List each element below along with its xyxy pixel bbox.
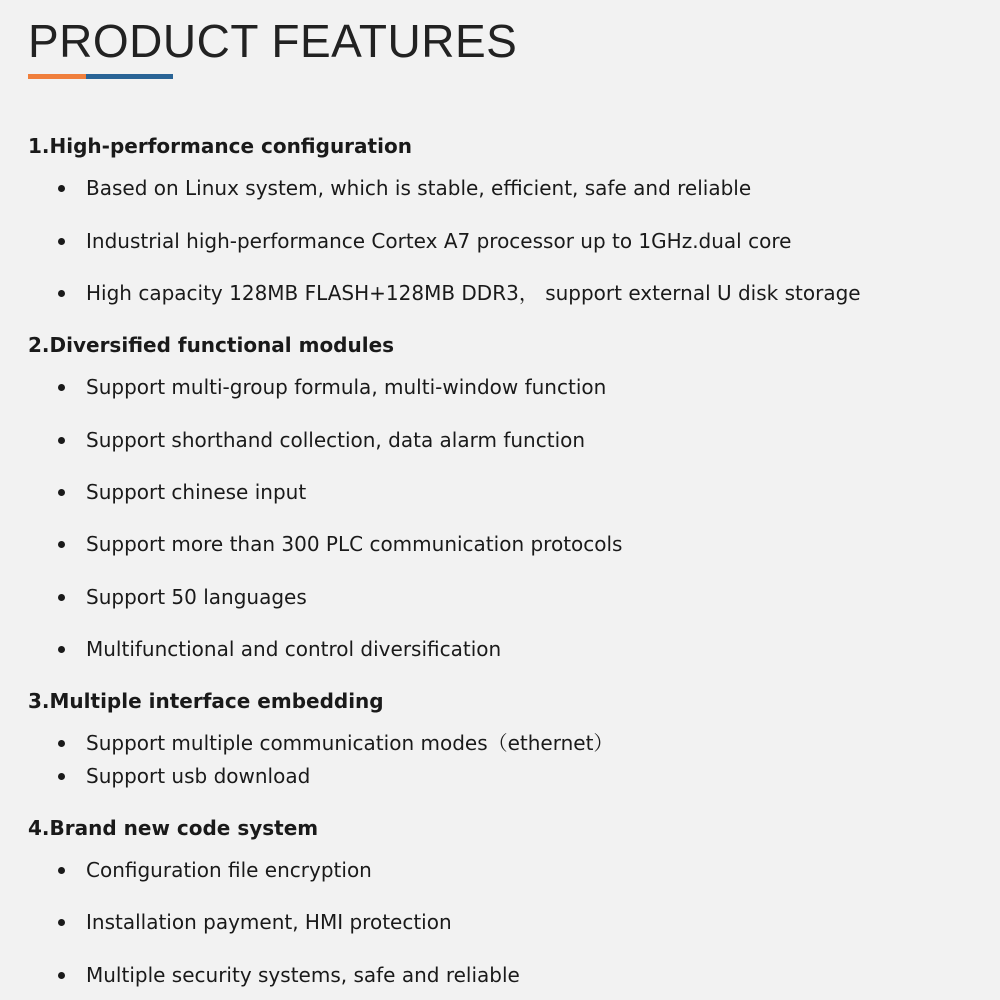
bullet-icon bbox=[58, 919, 65, 926]
bullet-icon bbox=[58, 185, 65, 192]
bullet-icon bbox=[58, 290, 65, 297]
section-heading-high-performance: 1.High-performance configuration bbox=[28, 134, 412, 158]
list-item bbox=[58, 228, 791, 254]
list-item bbox=[58, 730, 613, 756]
list-item bbox=[58, 857, 372, 883]
title-underline bbox=[28, 74, 173, 79]
list-item-text: Support usb download bbox=[86, 764, 311, 788]
list-item-text: Support 50 languages bbox=[86, 585, 307, 609]
bullet-icon bbox=[58, 646, 65, 653]
list-item-text: Multiple security systems, safe and reliable bbox=[86, 963, 520, 987]
bullet-icon bbox=[58, 384, 65, 391]
list-item bbox=[58, 374, 606, 400]
list-item-text: Support shorthand collection, data alarm function bbox=[86, 428, 586, 452]
list-item bbox=[58, 909, 452, 935]
underline-blue-segment bbox=[86, 74, 173, 79]
list-item-text: Configuration file encryption bbox=[86, 858, 372, 882]
list-item-text: Support multiple communication modes（ethernet） bbox=[86, 731, 614, 755]
list-item-text: Multifunctional and control diversification bbox=[86, 637, 502, 661]
list-item-text: Support more than 300 PLC communication protocols bbox=[86, 532, 623, 556]
list-item bbox=[58, 584, 307, 610]
list-item-text: Support multi-group formula, multi-window function bbox=[86, 375, 607, 399]
section-heading-interface-embedding: 3.Multiple interface embedding bbox=[28, 689, 384, 713]
list-item bbox=[58, 763, 310, 789]
list-item bbox=[58, 531, 622, 557]
bullet-icon bbox=[58, 773, 65, 780]
bullet-icon bbox=[58, 437, 65, 444]
bullet-icon bbox=[58, 972, 65, 979]
bullet-icon bbox=[58, 867, 65, 874]
bullet-icon bbox=[58, 541, 65, 548]
list-item-text: Installation payment, HMI protection bbox=[86, 910, 452, 934]
list-item-text: Industrial high-performance Cortex A7 processor up to 1GHz.dual core bbox=[86, 229, 792, 253]
list-item-text: Based on Linux system, which is stable, efficient, safe and reliable bbox=[86, 176, 752, 200]
list-item bbox=[58, 427, 585, 453]
list-item-text: High capacity 128MB FLASH+128MB DDR3， support external U disk storage bbox=[86, 281, 861, 305]
bullet-icon bbox=[58, 238, 65, 245]
list-item-text: Support chinese input bbox=[86, 480, 307, 504]
bullet-icon bbox=[58, 594, 65, 601]
list-item bbox=[58, 175, 751, 201]
section-heading-functional-modules: 2.Diversified functional modules bbox=[28, 333, 395, 357]
list-item bbox=[58, 636, 501, 662]
bullet-icon bbox=[58, 740, 65, 747]
section-heading-code-system: 4.Brand new code system bbox=[28, 816, 319, 840]
list-item bbox=[58, 962, 520, 988]
list-item bbox=[58, 280, 861, 306]
underline-orange-segment bbox=[28, 74, 86, 79]
list-item bbox=[58, 479, 306, 505]
page-title: PRODUCT FEATURES bbox=[28, 15, 518, 67]
bullet-icon bbox=[58, 489, 65, 496]
